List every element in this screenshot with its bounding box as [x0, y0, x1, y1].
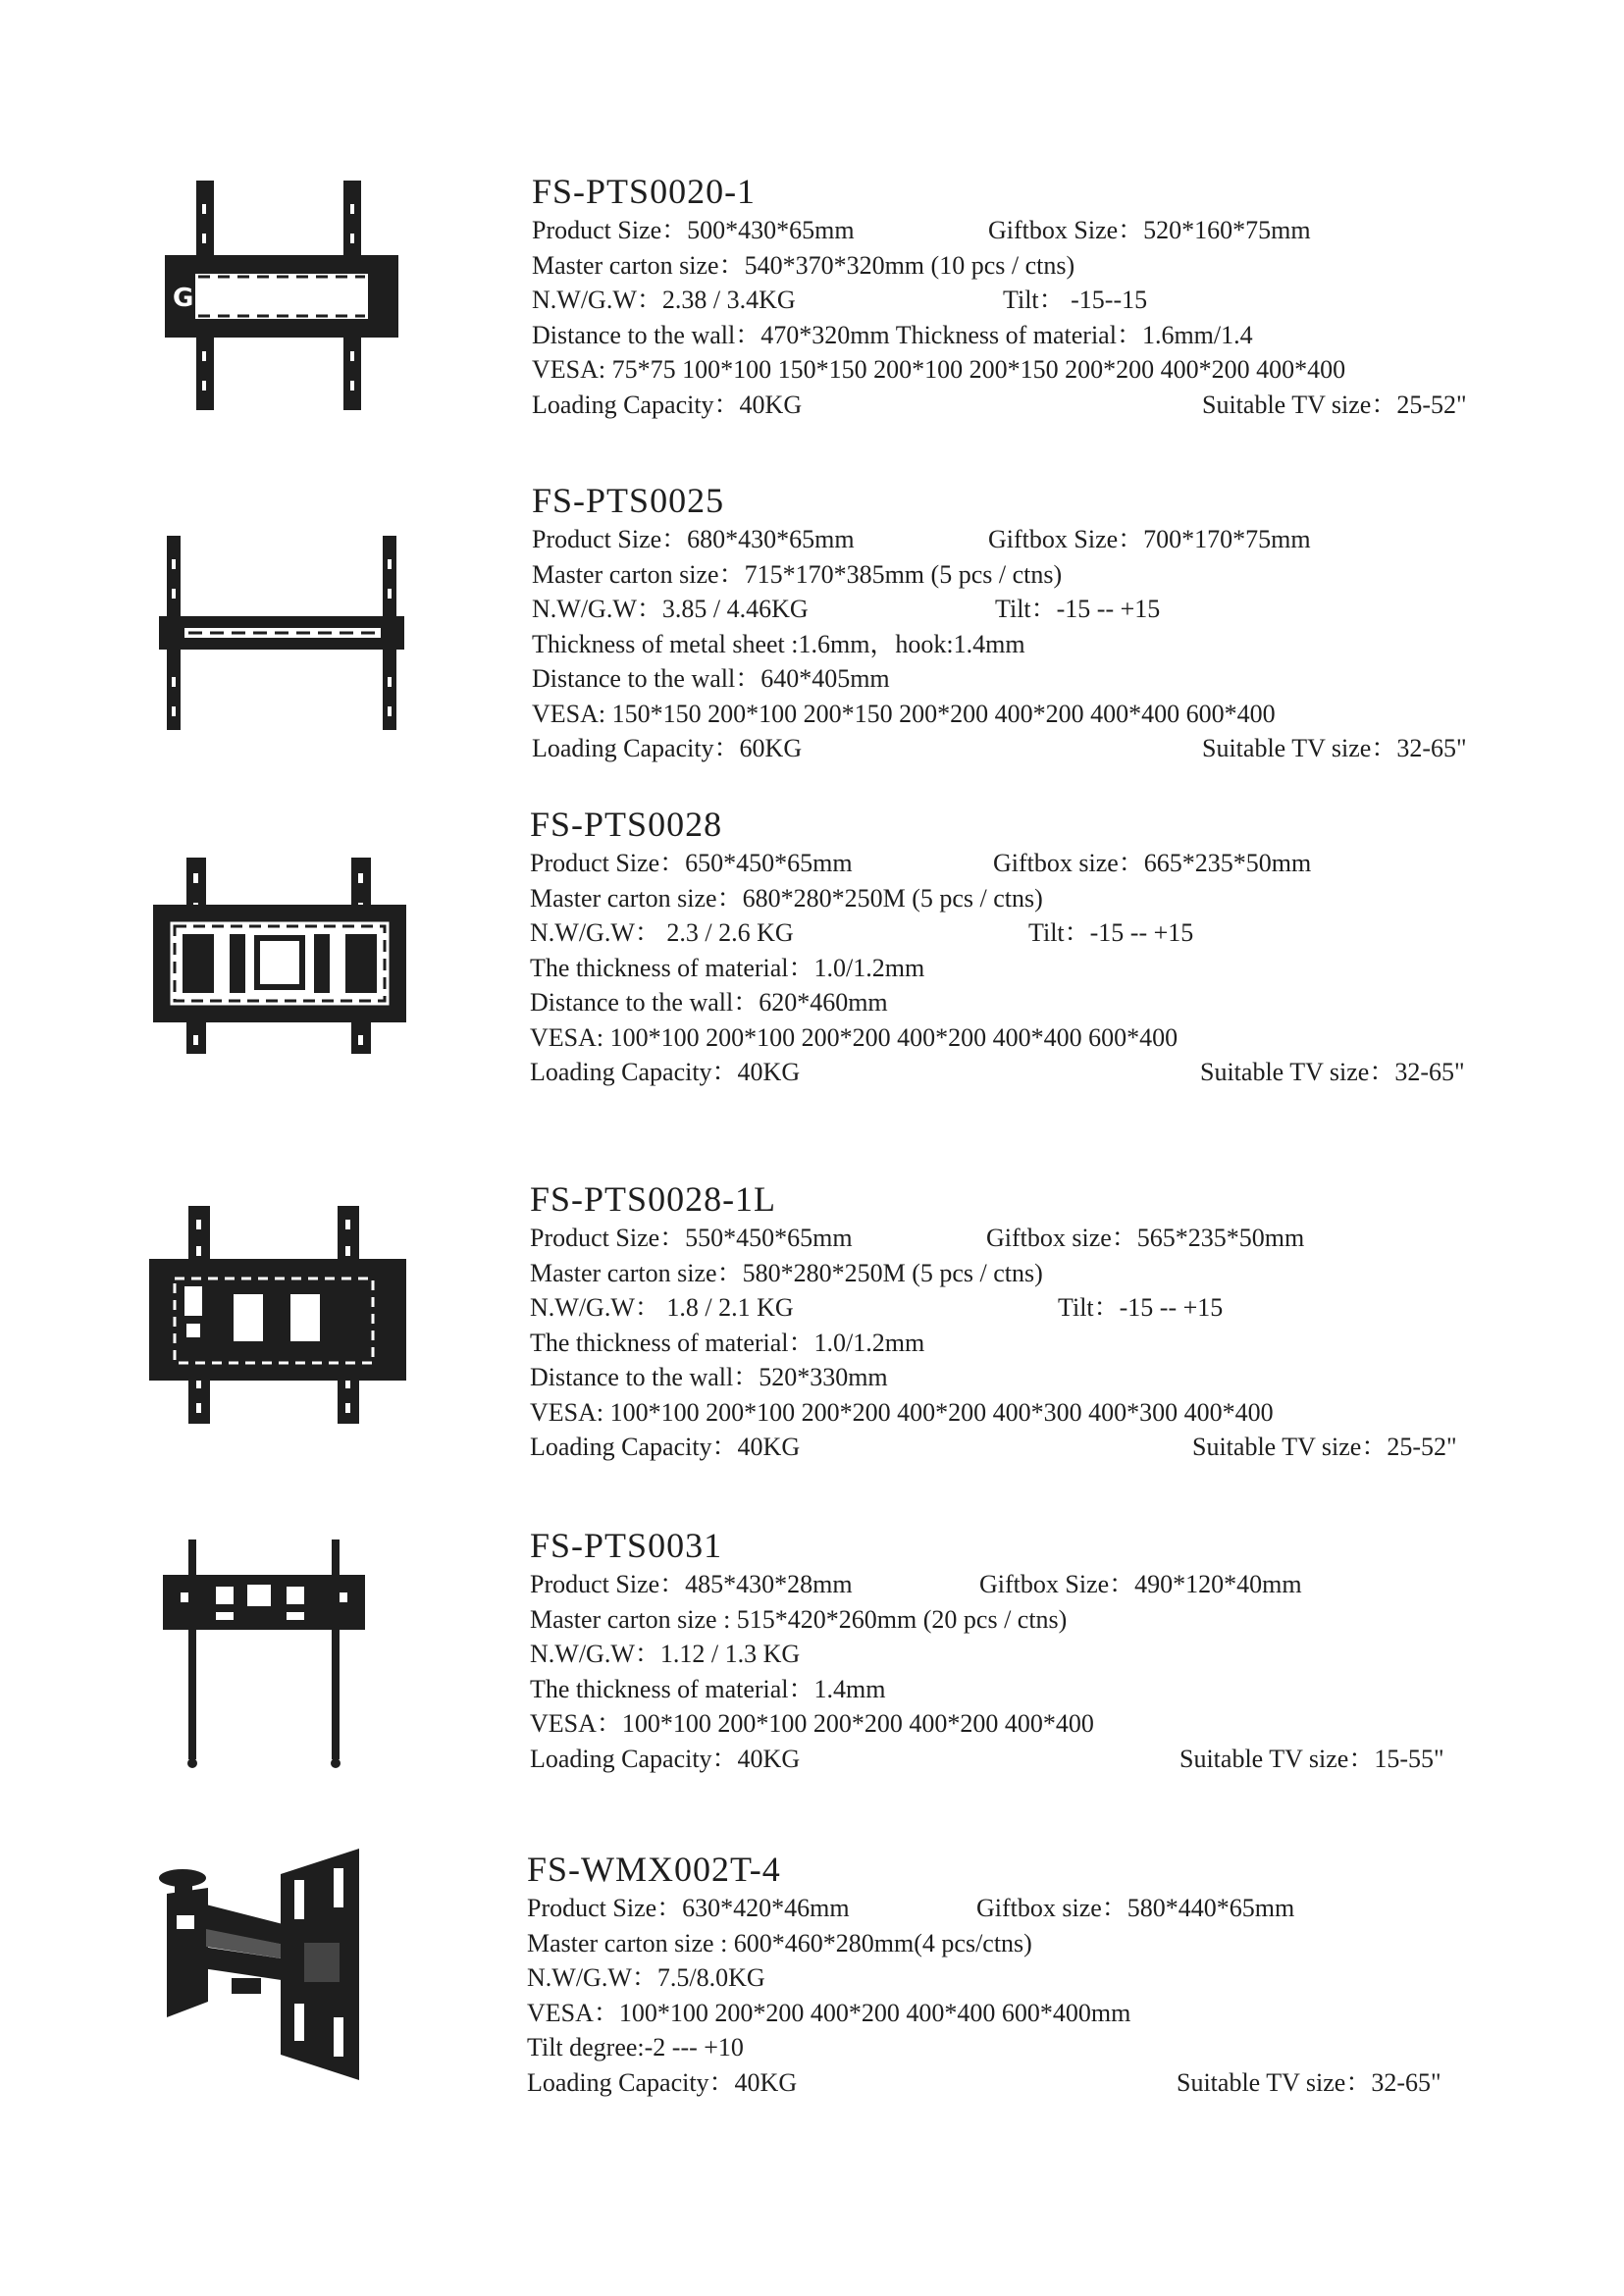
product-model: FS-PTS0031 [530, 1526, 723, 1565]
spec-line: VESA：100*100 200*200 400*200 400*400 600*400mm [527, 1998, 1131, 2027]
spec-line: Distance to the wall：520*330mm [530, 1363, 888, 1391]
spec-line: Loading Capacity：40KG Suitable TV size：32-65" [527, 2067, 1441, 2097]
product-specs [530, 805, 1465, 1090]
spec-line: N.W/G.W：3.85 / 4.46KG Tilt：-15 -- +15 [532, 595, 1161, 623]
product-model: FS-PTS0025 [532, 481, 725, 520]
product-specs [532, 172, 1467, 422]
tilt-mount-with-side-arms-image [155, 175, 408, 424]
product-specs [530, 1179, 1457, 1465]
tilt-mount-square-cutouts-image [147, 854, 412, 1060]
spec-line: Product Size：650*450*65mm Giftbox size：665*235*50mm [530, 849, 1312, 877]
spec-line: The thickness of material：1.0/1.2mm [530, 1328, 925, 1357]
spec-line: Product Size：680*430*65mm Giftbox Size：700*170*75mm [532, 525, 1311, 553]
fixed-flat-mount-image [159, 1536, 365, 1776]
spec-line: N.W/G.W：2.38 / 3.4KG Tilt： -15--15 [532, 286, 1148, 314]
spec-line: Tilt degree:-2 --- +10 [527, 2033, 744, 2061]
product-model: FS-PTS0028 [530, 805, 723, 844]
articulating-arm-mount-image [147, 1845, 373, 2100]
spec-line: VESA: 100*100 200*100 200*200 400*200 400*300 400*300 400*400 [530, 1397, 1274, 1427]
product-model: FS-PTS0020-1 [532, 172, 757, 211]
product-specs [527, 1850, 1441, 2100]
spec-line: Product Size：630*420*46mm Giftbox size：580*440*65mm [527, 1894, 1295, 1922]
spec-line: Distance to the wall：640*405mm [532, 664, 890, 693]
svg-text:G: G [173, 284, 194, 313]
spec-line: Master carton size：715*170*385mm (5 pcs / ctns) [532, 559, 1063, 589]
spec-line: Product Size：485*430*28mm Giftbox Size：490*120*40mm [530, 1570, 1302, 1598]
spec-line: VESA: 100*100 200*100 200*200 400*200 400*400 600*400 [530, 1022, 1179, 1052]
spec-line: Loading Capacity：40KG Suitable TV size：15-55" [530, 1744, 1444, 1773]
spec-line: Distance to the wall：620*460mm [530, 988, 888, 1017]
tilt-mount-large-plate-image [145, 1202, 410, 1428]
spec-line: Thickness of metal sheet :1.6mm，hook:1.4mm [532, 629, 1025, 658]
spec-line: N.W/G.W： 1.8 / 2.1 KG Tilt：-15 -- +15 [530, 1293, 1224, 1322]
spec-line: Master carton size：540*370*320mm (10 pcs / ctns) [532, 250, 1075, 280]
spec-line: VESA：100*100 200*100 200*200 400*200 400*400 [530, 1709, 1094, 1738]
spec-line: N.W/G.W：7.5/8.0KG [527, 1963, 765, 1992]
spec-line: Loading Capacity：40KG Suitable TV size：32-65" [530, 1058, 1465, 1086]
product-specs [532, 481, 1467, 766]
product-model: FS-PTS0028-1L [530, 1179, 777, 1219]
spec-line: Loading Capacity：40KG Suitable TV size：25-52" [532, 390, 1467, 419]
tilt-mount-slim-crossbar-image [155, 530, 408, 736]
product-specs [530, 1526, 1444, 1776]
spec-line: Product Size：500*430*65mm Giftbox Size：520*160*75mm [532, 216, 1311, 244]
spec-line: Distance to the wall：470*320mm Thickness of material：1.6mm/1.4 [532, 320, 1253, 349]
spec-line: VESA: 75*75 100*100 150*150 200*100 200*150 200*200 400*200 400*400 [532, 355, 1346, 384]
spec-line: The thickness of material：1.0/1.2mm [530, 953, 925, 982]
spec-line: N.W/G.W：1.12 / 1.3 KG [530, 1640, 801, 1668]
spec-line: Master carton size : 515*420*260mm (20 pcs / ctns) [530, 1604, 1068, 1634]
product-model: FS-WMX002T-4 [527, 1850, 781, 1889]
spec-line: Loading Capacity：60KG Suitable TV size：32-65" [532, 734, 1467, 762]
spec-line: Master carton size : 600*460*280mm(4 pcs/ctns) [527, 1928, 1032, 1957]
spec-line: N.W/G.W： 2.3 / 2.6 KG Tilt：-15 -- +15 [530, 918, 1194, 947]
spec-line: Product Size：550*450*65mm Giftbox size：565*235*50mm [530, 1224, 1305, 1252]
spec-line: Loading Capacity：40KG Suitable TV size：25-52" [530, 1433, 1457, 1461]
spec-line: Master carton size：680*280*250M (5 pcs / ctns) [530, 883, 1043, 913]
spec-line: VESA: 150*150 200*100 200*150 200*200 400*200 400*400 600*400 [532, 699, 1276, 728]
spec-line: The thickness of material：1.4mm [530, 1674, 886, 1703]
spec-line: Master carton size：580*280*250M (5 pcs / ctns) [530, 1258, 1043, 1287]
